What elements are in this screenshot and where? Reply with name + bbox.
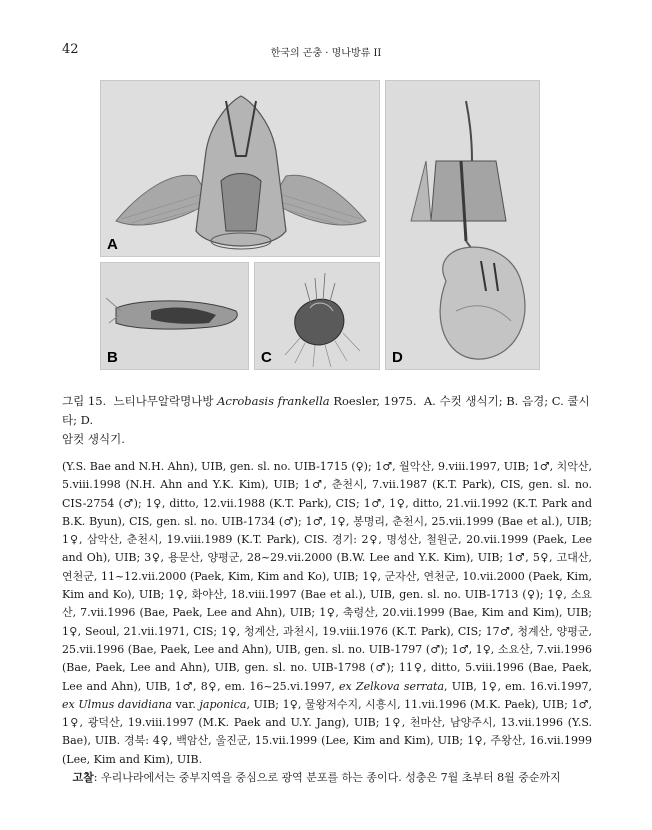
caption-scientific-name: Acrobasis frankella — [217, 394, 330, 408]
specimen-records — [62, 458, 592, 787]
figure-caption — [62, 392, 592, 449]
specimen-text: (Y.S. Bae and N.H. Ahn), UIB, gen. sl. no. UIB-1715 (♀); 1♂, 월악산, 9.viii.1997, UIB; 1♂, 치악산, 5.viii.1998 (N.H. Ahn and Y.K. Kim), UIB; 1♂, 춘천시, 7.vii.1987 (K.T. Park), CIS, gen. sl. no. CIS-2754 (♂); 1♀, ditto, 12.vii.1988 (K.T. Park), CIS; 1♂, 1♀, ditto, 21.vii.1992 (K.T. Park and B.K. Byun), CIS, gen. sl. no. UIB-1734 (♂); 1♂, 1♀, 봉명리, 춘천시, 25.vii.1999 (Bae et al.), UIB; 1♀, 삼악산, 춘천시, 19.viii.1989 (K.T. Park), CIS. 경기: 2♀, 명성산, 철원군, 20.vii.1999 (Paek, Lee and Oh), UIB; 3♀, 용문산, 양평군, 28~29.vii.2000 (B.W. Lee and Y.K. Kim), UIB; 1♂, 5♀, 고대산, 연천군, 11~12.vii.2000 (Paek, Kim, Kim and Ko), UIB; 1♀, 군자산, 연천군, 10.vii.2000 (Paek, Kim, Kim and Ko), UIB; 1♀, 화야산, 18.viii.1997 (Bae et al.), UIB, gen. sl. no. UIB-1713 (♀); 1♀, 소요산, 7.vii.1996 (Bae, Paek, Lee and Ahn), UIB; 1♀, 축령산, 20.vii.1999 (Bae, Kim and Kim), UIB; 1♀, Seoul, 21.vii.1971, CIS; 1♀, 청계산, 과천시, 19.viii.1976 (K.T. Park), CIS; 17♂, 청계산, 양평군, 25.vii.1996 (Bae, Paek, Lee and Ahn), UIB, gen. sl. no. UIB-1797 (♂); 1♂, 1♀, 소요산, 7.vii.1996 (Bae, Paek, Lee and Ahn), UIB, gen. sl. no. UIB-1798 (♂); 11♀, ditto, 5.viii.1996 (Bae, Paek, Lee and Ahn), UIB, 1♂, 8♀, em. 16~25.vi.1997, — [62, 460, 592, 693]
figure-panel-d — [385, 80, 540, 370]
var-word: var. — [175, 697, 196, 711]
panel-label-a: A — [107, 236, 118, 253]
remark-heading: 고찰 — [72, 771, 94, 785]
figure-panel-b — [100, 262, 249, 370]
specimen-text-end: , UIB; 1♀, 물왕저수지, 시흥시, 11.vii.1996 (M.K. Paek), UIB; 1♂, 1♀, 광덕산, 19.viii.1997 (M.K. Paek and U.Y. Jang), UIB; 1♀, 천마산, 남양주시, 13.vii.1996 (Y.S. Bae), UIB. 경북: 4♀, 백암산, 울진군, 15.vii.1999 (Lee, Kim and Kim), UIB; 1♀, 주왕산, 16.vii.1999 (Lee, Kim and Kim), UIB. — [62, 697, 592, 766]
caption-korean-name: 느티나무알락명나방 — [113, 394, 214, 408]
remark-paragraph — [62, 769, 592, 787]
male-genitalia-image — [101, 81, 380, 257]
figure-panel-c — [254, 262, 380, 370]
panel-label-c: C — [261, 349, 272, 366]
remark-text: : 우리나라에서는 중부지역을 중심으로 광역 분포를 하는 종이다. 성충은 7월 초부터 8월 중순까지 — [93, 771, 561, 785]
host-plant-2: ex Ulmus davidiana — [62, 697, 172, 711]
female-genitalia-image — [386, 81, 540, 370]
specimen-paragraph — [62, 458, 592, 769]
panel-label-d: D — [392, 349, 403, 366]
culcita-image — [255, 263, 380, 370]
host-plant-1: ex Zelkova serrata — [339, 679, 445, 693]
caption-legend-line2: 암컷 생식기. — [62, 432, 125, 446]
panel-label-b: B — [107, 349, 118, 366]
host-plant-2-var: japonica — [199, 697, 247, 711]
page-number: 42 — [62, 42, 79, 57]
figure-panel-a — [100, 80, 380, 257]
caption-author: Roesler, 1975. — [333, 394, 417, 408]
running-head: 한국의 곤충 · 명나방류 II — [270, 48, 382, 59]
specimen-text-mid: , UIB, 1♀, em. 16.vi.1997, — [444, 679, 592, 693]
caption-prefix: 그림 15. — [62, 394, 107, 408]
caption-legend-line1: A. 수컷 생식기; B. 음경; C. 쿨시타; D. — [62, 394, 590, 427]
aedeagus-image — [101, 263, 249, 370]
